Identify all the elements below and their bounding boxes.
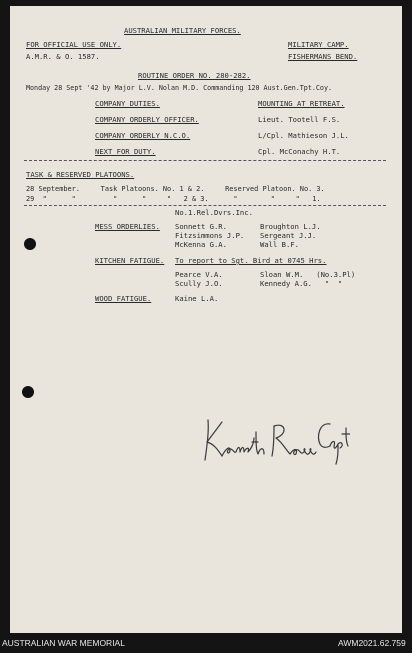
duty-value: L/Cpl. Mathieson J.L. (258, 131, 349, 140)
name-entry: Kennedy A.G. " " (260, 279, 343, 288)
wood-fatigue-label: WOOD FATIGUE. (95, 294, 152, 303)
platoons-row: 29 " " " " " 2 & 3. " " " 1. (26, 195, 321, 203)
name-entry: Kaine L.A. (175, 294, 219, 303)
name-entry: Sergeant J.J. (260, 231, 317, 240)
duty-value: MOUNTING AT RETREAT. (258, 99, 345, 108)
platoons-heading: TASK & RESERVED PLATOONS. (26, 170, 135, 179)
divider (24, 160, 386, 161)
signature (200, 412, 350, 468)
duty-label: COMPANY ORDERLY OFFICER. (95, 115, 199, 124)
kitchen-instruction: To report to Sgt. Bird at 0745 Hrs. (175, 256, 327, 265)
duty-label: NEXT FOR DUTY. (95, 147, 156, 156)
camp-label: MILITARY CAMP. (288, 40, 349, 49)
document-title: AUSTRALIAN MILITARY FORCES. (124, 26, 241, 35)
duty-label: COMPANY ORDERLY N.C.O. (95, 131, 191, 140)
kitchen-fatigue-label: KITCHEN FATIGUE. (95, 256, 165, 265)
name-entry: Sonnett G.R. (175, 222, 227, 231)
duty-value: Lieut. Tootell F.S. (258, 115, 341, 124)
unit-label: No.1.Rel.Dvrs.Inc. (175, 208, 253, 217)
name-entry: Scully J.O. (175, 279, 223, 288)
name-entry: Wall B.F. (260, 240, 299, 249)
camp-location: FISHERMANS BEND. (288, 52, 358, 61)
name-entry: Fitzsimmons J.P. (175, 231, 245, 240)
punch-hole (22, 386, 34, 398)
duty-label: COMPANY DUTIES. (95, 99, 160, 108)
platoons-row: 28 September. Task Platoons. No. 1 & 2. Reserved Platoon. No. 3. (26, 185, 325, 193)
classification-note: FOR OFFICIAL USE ONLY. (26, 40, 122, 49)
footer-accession-number: AWM2021.62.759 (338, 638, 406, 648)
mess-orderlies-label: MESS ORDERLIES. (95, 222, 160, 231)
name-entry: Broughton L.J. (260, 222, 321, 231)
name-entry: Pearce V.A. (175, 270, 223, 279)
name-entry: McKenna G.A. (175, 240, 227, 249)
order-heading: ROUTINE ORDER NO. 280-282. (138, 71, 251, 80)
divider (24, 205, 386, 206)
duty-value: Cpl. McConachy H.T. (258, 147, 341, 156)
reference-number: A.M.R. & O. 1587. (26, 52, 100, 61)
footer-credit: AUSTRALIAN WAR MEMORIAL (2, 638, 125, 648)
order-line: Monday 28 Sept '42 by Major L.V. Nolan M.D. Commanding 120 Aust.Gen.Tpt.Coy. (26, 84, 332, 92)
name-entry: Sloan W.M. (No.3.Pl) (260, 270, 356, 279)
punch-hole (24, 238, 36, 250)
